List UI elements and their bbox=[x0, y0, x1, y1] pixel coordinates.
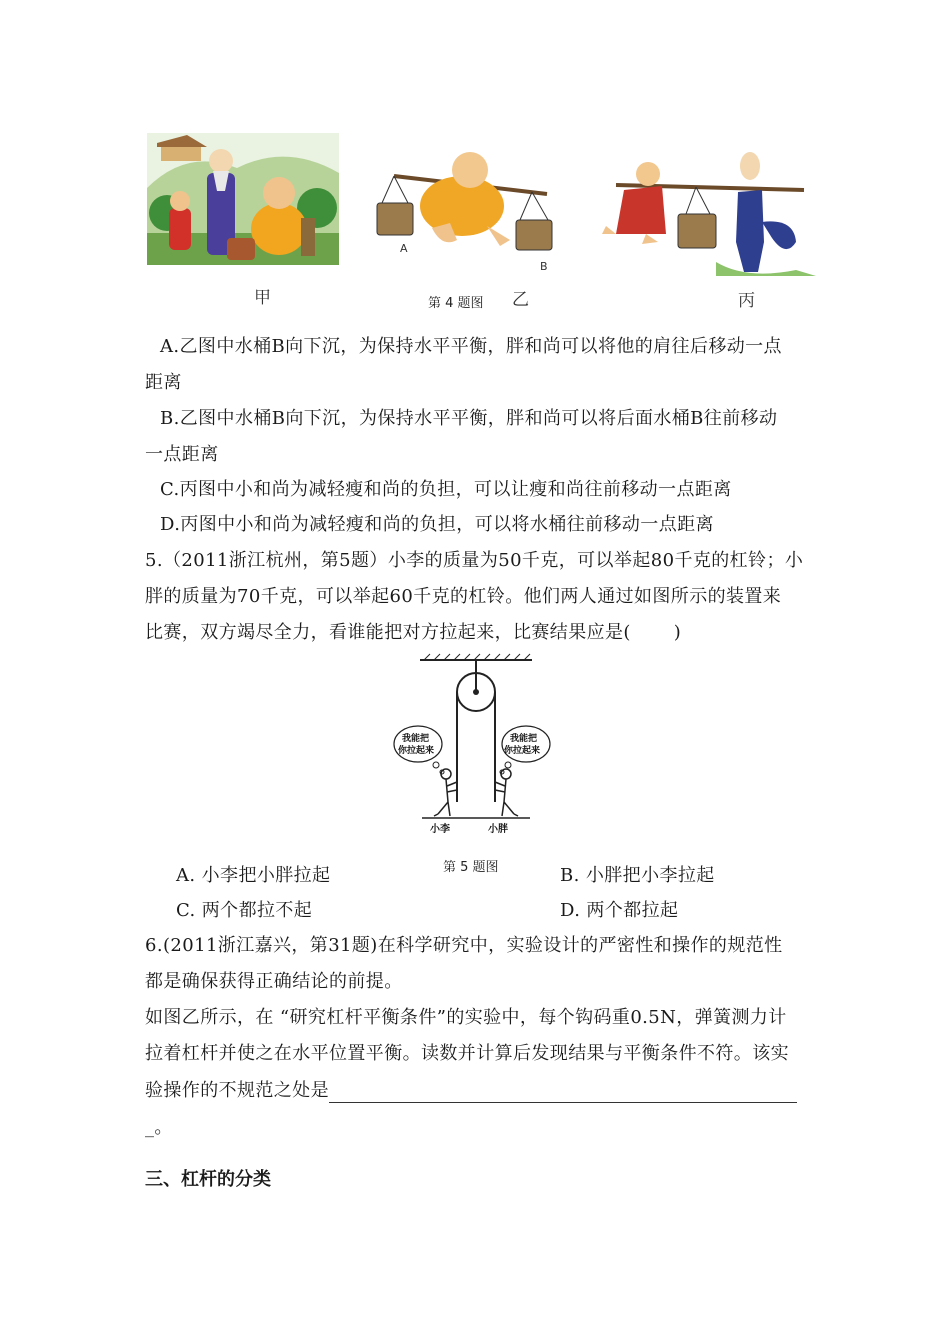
section-heading: 三、杠杆的分类 bbox=[145, 1169, 271, 1190]
name-label-xiaopang: 小胖 bbox=[488, 824, 508, 835]
left-bubble-text-1: 我能把 bbox=[402, 734, 430, 744]
figure-4-jia-illustration bbox=[147, 133, 339, 265]
q5-stem-line2: 胖的质量为70千克，可以举起60千克的杠铃。他们两人通过如图所示的装置来 bbox=[145, 586, 782, 607]
q4-option-c: C.丙图中小和尚为减轻瘦和尚的负担，可以让瘦和尚往前移动一点距离 bbox=[160, 479, 732, 500]
q6-answer-prefix: 验操作的不规范之处是 bbox=[145, 1080, 329, 1101]
q6-stem-line2: 都是确保获得正确结论的前提。 bbox=[145, 971, 403, 992]
q6-stem-line1: 6.(2011浙江嘉兴，第31题)在科学研究中，实验设计的严密性和操作的规范性 bbox=[145, 935, 783, 956]
figure-5-caption: 第 5 题图 bbox=[443, 860, 499, 875]
figure-4-label-yi: 乙 bbox=[512, 290, 529, 310]
figure-4-label-bing: 丙 bbox=[738, 291, 755, 311]
bucket-a-label: A bbox=[400, 242, 408, 255]
figure-5-pulley-diagram bbox=[392, 652, 560, 838]
figure-4-label-jia: 甲 bbox=[254, 288, 271, 308]
q5-option-a: A. 小李把小胖拉起 bbox=[176, 865, 331, 886]
q4-option-a-line1: A.乙图中水桶B向下沉，为保持水平平衡，胖和尚可以将他的肩往后移动一点 bbox=[160, 336, 782, 357]
q4-option-b-line2: 一点距离 bbox=[145, 444, 219, 465]
q5-option-c: C. 两个都拉不起 bbox=[176, 900, 313, 921]
figure-4-yi-illustration bbox=[372, 148, 557, 273]
q5-option-b: B. 小胖把小李拉起 bbox=[560, 865, 715, 886]
q4-option-d: D.丙图中小和尚为减轻瘦和尚的负担，可以将水桶往前移动一点距离 bbox=[160, 514, 714, 535]
q6-answer-blank[interactable] bbox=[329, 1084, 797, 1103]
q5-option-d: D. 两个都拉起 bbox=[560, 900, 679, 921]
name-label-xiaoli: 小李 bbox=[430, 824, 450, 835]
right-bubble-text-1: 我能把 bbox=[510, 734, 538, 744]
q6-stem-line4: 拉着杠杆并使之在水平位置平衡。读数并计算后发现结果与平衡条件不符。该实 bbox=[145, 1043, 789, 1064]
q5-stem-line3: 比赛，双方竭尽全力，看谁能把对方拉起来，比赛结果应是( ) bbox=[145, 622, 682, 643]
bucket-b-label: B bbox=[540, 260, 548, 273]
q4-option-a-line2: 距离 bbox=[145, 372, 182, 393]
figure-4-bing-illustration bbox=[596, 152, 818, 280]
q4-option-b-line1: B.乙图中水桶B向下沉，为保持水平平衡，胖和尚可以将后面水桶B往前移动 bbox=[160, 408, 778, 429]
q6-answer-tail: _。 bbox=[145, 1117, 173, 1138]
figure-4-caption: 第 4 题图 bbox=[428, 296, 484, 311]
q5-stem-line1: 5.（2011浙江杭州，第5题）小李的质量为50千克，可以举起80千克的杠铃；小 bbox=[145, 550, 804, 571]
right-bubble-text-2: 你拉起来 bbox=[504, 746, 541, 756]
q6-answer-line bbox=[145, 1079, 797, 1103]
q6-stem-line3: 如图乙所示，在 “研究杠杆平衡条件”的实验中，每个钩码重0.5N，弹簧测力计 bbox=[145, 1007, 787, 1028]
left-bubble-text-2: 你拉起来 bbox=[398, 746, 435, 756]
